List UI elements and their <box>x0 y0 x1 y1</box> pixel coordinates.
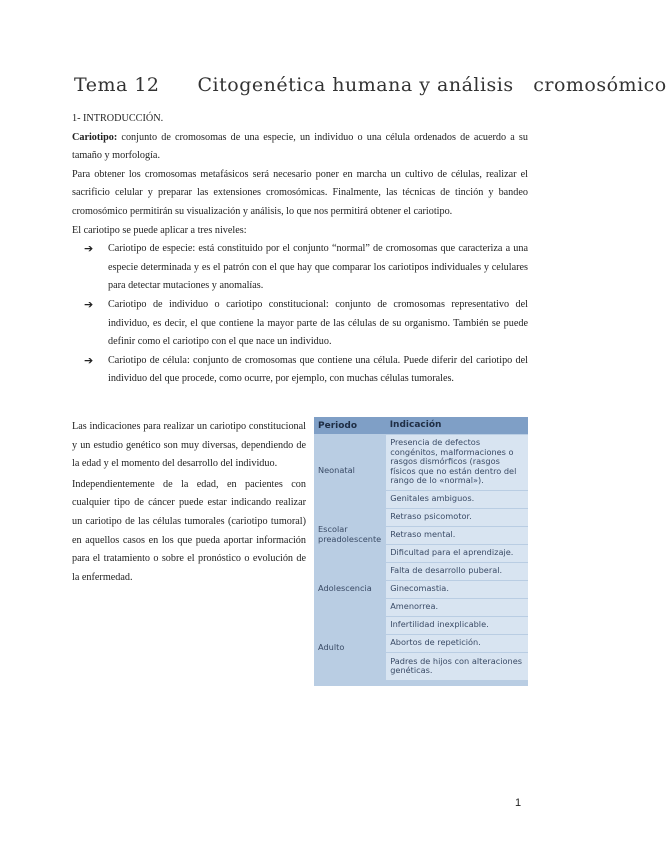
cariotipo-definition <box>72 129 528 166</box>
period-cell: Escolar preadolescente <box>314 508 386 562</box>
indication-cell: Presencia de defectos congénitos, malformaciones o rasgos dismórficos (rasgos físicos que no están dentro del rango de lo «normal»). <box>386 434 528 490</box>
indicaciones-paragraph-2: Independientemente de la edad, en pacientes con cualquier tipo de cáncer puede estar indicando realizar un cariotipo de las células tumorales (cariotipo tumoral) en aquellos casos en los que pueda aportar información para el tratamiento o sobre el pronóstico o evolución de la enfermedad. <box>72 478 306 583</box>
indication-cell: Dificultad para el aprendizaje. <box>386 544 528 562</box>
cariotipo-def-text: conjunto de cromosomas de una especie, un individuo o una célula ordenados de acuerdo a su tamaño y morfología. <box>72 131 528 162</box>
indication-cell: Retraso mental. <box>386 526 528 544</box>
table-header-periodo: Periodo <box>314 417 386 434</box>
title-topic: Tema 12 <box>74 74 160 96</box>
indicaciones-table <box>314 417 528 686</box>
indication-cell: Genitales ambiguos. <box>386 490 528 508</box>
indication-cell: Ginecomastia. <box>386 580 528 598</box>
table-row <box>314 562 528 580</box>
indicaciones-section <box>72 418 306 587</box>
intro-section <box>72 110 528 389</box>
indication-cell: Retraso psicomotor. <box>386 508 528 526</box>
niveles-intro: El cariotipo se puede aplicar a tres niveles: <box>72 224 247 236</box>
title-subject: Citogenética humana y análisis cromosómico <box>197 74 667 96</box>
indicaciones-paragraph-1: Las indicaciones para realizar un cariotipo constitucional y un estudio genético son muy diversas, dependiendo de la edad y el momento del desarrollo del individuo. <box>72 421 306 470</box>
period-cell: Neonatal <box>314 434 386 508</box>
indication-cell: Falta de desarrollo puberal. <box>386 562 528 580</box>
period-cell: Adulto <box>314 616 386 680</box>
arrow-right-icon: ➔ <box>84 242 94 256</box>
indication-cell: Abortos de repetición. <box>386 634 528 652</box>
para-obtener-paragraph: Para obtener los cromosomas metafásicos será necesario poner en marcha un cultivo de células, realizar el sacrificio celular y preparar las extensiones cromosómicas. Finalmente, las técnicas de tinción y bandeo cromosómico permitirán su visualización y análisis, lo que nos permitirá obtener el cariotipo. <box>72 168 528 217</box>
table-row <box>314 508 528 526</box>
indication-cell: Amenorrea. <box>386 598 528 616</box>
period-cell: Adolescencia <box>314 562 386 616</box>
indication-cell: Infertilidad inexplicable. <box>386 616 528 634</box>
niveles-list <box>72 240 528 389</box>
arrow-right-icon: ➔ <box>84 297 94 311</box>
list-item: ➔ Cariotipo de especie: está constituido por el conjunto “normal” de cromosomas que caracteriza a una especie determinada y es el patrón con el que hay que comparar los cariotipos individuales y celulares para detectar mutaciones y anomalías. <box>84 242 528 292</box>
section-heading: 1- INTRODUCCIÓN. <box>72 113 164 124</box>
cariotipo-term: Cariotipo: <box>72 131 118 143</box>
table-header-indicacion: Indicación <box>386 417 528 434</box>
list-item: ➔ Cariotipo de célula: conjunto de cromosomas que contiene una célula. Puede diferir del cariotipo del individuo del que procede, como ocurre, por ejemplo, con muchas células tumorales. <box>84 353 528 385</box>
list-item: ➔ Cariotipo de individuo o cariotipo constitucional: conjunto de cromosomas representativo del individuo, es decir, el que contiene la mayor parte de las células de su organismo. También se puede definir como el cariotipo con el que nace un individuo. <box>84 297 528 348</box>
table-row <box>314 616 528 634</box>
arrow-right-icon: ➔ <box>84 353 94 367</box>
table-row <box>314 434 528 490</box>
page-number: 1 <box>515 797 522 809</box>
page-title <box>74 74 667 96</box>
indication-cell: Padres de hijos con alteraciones genéticas. <box>386 652 528 680</box>
